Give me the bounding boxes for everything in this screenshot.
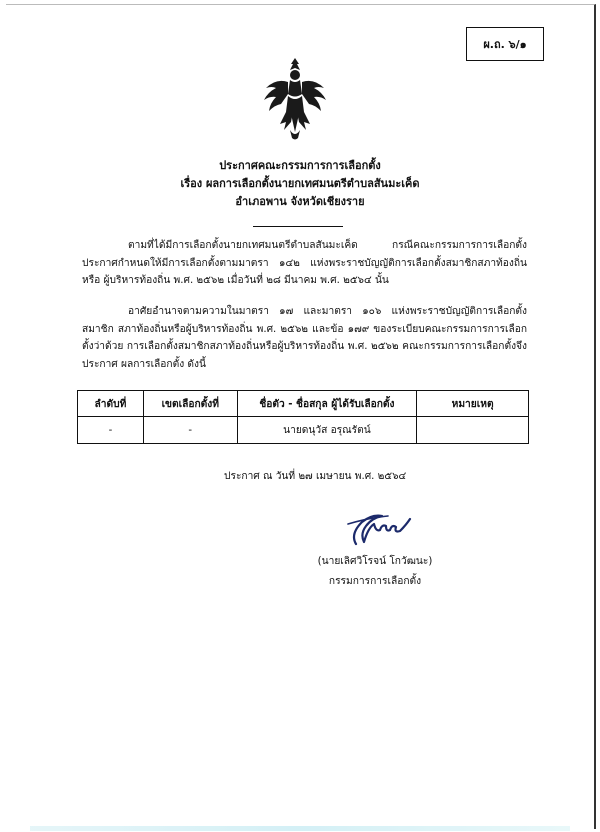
announcement-title: ประกาศคณะกรรมการการเลือกตั้ง [219,159,381,172]
cell-district: - [143,417,237,444]
cell-remarks [417,417,529,444]
header-district: เขตเลือกตั้งที่ [143,391,237,417]
paragraph-2: อาศัยอำนาจตามความในมาตรา ๑๗ และมาตรา ๑๐๖ แห่งพระราชบัญญัติการเลือกตั้งสมาชิก สภาท้องถิ่นหรือผู้บริหารท้องถิ่น พ.ศ. ๒๕๖๒ และข้อ ๑๗๙ ของระเบียบคณะกรรมการการเลือกตั้งว่าด้วย การเลือกตั้งสมาชิกสภาท้องถิ่นหรือผู้บริหารท้องถิ่น พ.ศ. ๒๕๖๒ คณะกรรมการการเลือกตั้งจึงประกาศ ผลการเลือกตั้ง ดังนี้ [82,306,527,370]
table-header-row [78,391,529,417]
garuda-emblem-icon [262,56,328,142]
header-remarks: หมายเหตุ [417,391,529,417]
signatory-title: กรรมการการเลือกตั้ง [328,576,422,587]
paragraph-1: ตามที่ได้มีการเลือกตั้งนายกเทศมนตรีตำบลสันมะเค็ด กรณีคณะกรรมการการเลือกตั้ง ประกาศกำหนดให้มีการเลือกตั้งตามมาตรา ๑๔๒ แห่งพระราชบัญญัติการเลือกตั้งสมาชิกสภาท้องถิ่นหรือ ผู้บริหารท้องถิ่น พ.ศ. ๒๕๖๒ เมื่อวันที่ ๒๘ มีนาคม พ.ศ. ๒๕๖๔ นั้น [82,240,527,286]
handwritten-signature [342,504,422,550]
signatory-name: (นายเลิศวิโรจน์ โกวัฒนะ) [317,556,433,567]
cell-order: - [78,417,144,444]
cell-elected-name: นายดนุวัส อรุณรัตน์ [237,417,417,444]
scan-artifact [30,826,570,831]
title-divider [253,226,343,227]
issued-date: ประกาศ ณ วันที่ ๒๗ เมษายน พ.ศ. ๒๕๖๔ [224,471,407,482]
announcement-location: อำเภอพาน จังหวัดเชียงราย [235,195,365,208]
header-elected-name: ชื่อตัว - ชื่อสกุล ผู้ได้รับเลือกตั้ง [237,391,417,417]
form-code-box: ผ.ถ. ๖/๑ [466,27,544,61]
table-row [78,417,529,444]
header-order: ลำดับที่ [78,391,144,417]
announcement-subject: เรื่อง ผลการเลือกตั้งนายกเทศมนตรีตำบลสันมะเค็ด [180,177,420,190]
results-table [77,390,529,444]
